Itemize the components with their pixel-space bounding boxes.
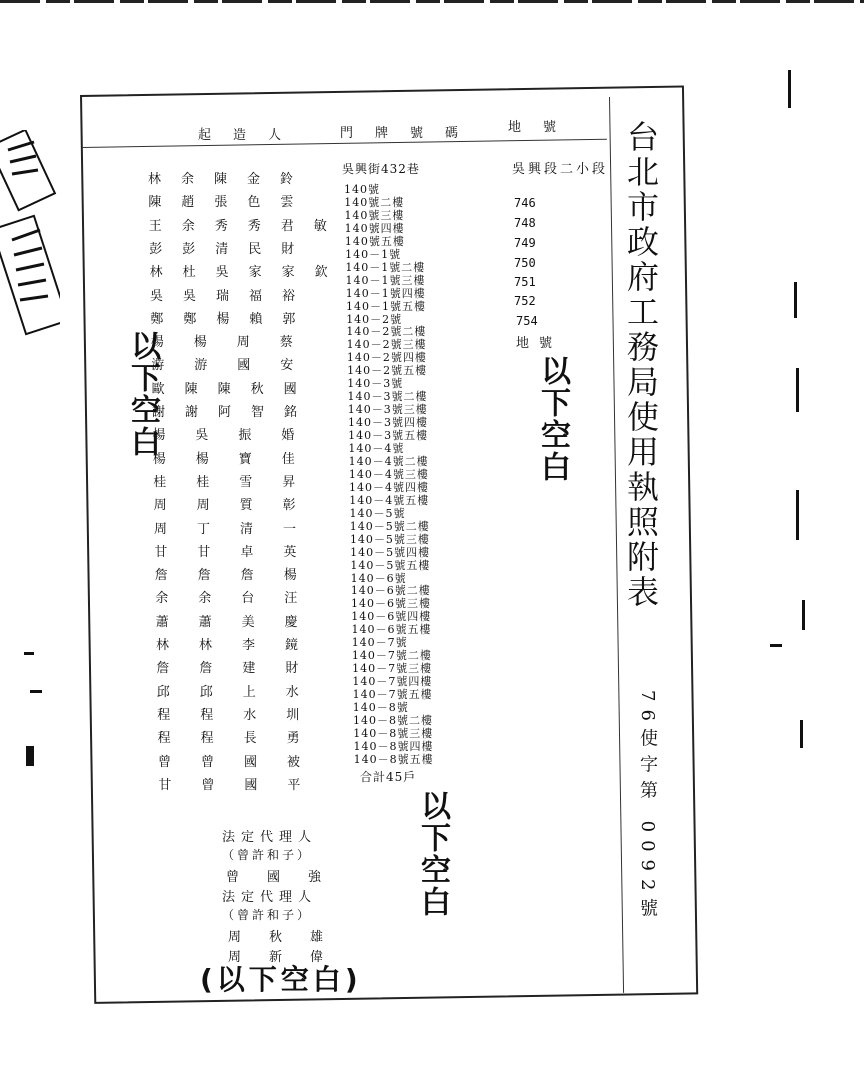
address-row: 140－6號五樓 [351,623,432,637]
address-row: 140－5號 [349,506,406,520]
address-row: 140－5號二樓 [349,519,430,533]
address-row: 140－7號 [351,636,408,650]
address-row: 140－8號三樓 [353,726,434,740]
scan-mark [794,282,797,318]
address-row: 140－6號二樓 [350,584,431,598]
builder-row: 林杜吳家家欽 [149,265,348,281]
address-row: 140－6號 [350,571,407,585]
builder-row: 桂桂雪昇 [153,474,326,490]
lot-footer: 地號 [516,336,563,351]
builder-zhou-qiuxiong: 周秋雄 [228,930,352,945]
address-row: 140－4號 [348,442,405,455]
address-row: 140號五樓 [344,234,405,248]
address-row: 140－4號二樓 [348,454,429,468]
address-row: 140－8號 [352,701,409,714]
blank-note-bottom: (以下空白) [200,963,362,996]
scan-mark [26,746,34,766]
address-row: 140－6號三樓 [351,597,432,611]
address-row: 140－2號五樓 [347,364,428,378]
builder-row: 周周質彰 [153,498,326,514]
builder-zhou-xinwei: 周新偉 [228,950,352,965]
legal-rep-1-name: （曾許和子） [222,848,313,862]
builder-row: 王余秀秀君敏 [148,218,347,234]
address-row: 140－4號四樓 [349,480,430,494]
address-row: 140－3號 [347,377,404,391]
builder-row: 謝謝阿智銘 [152,405,318,420]
address-row: 140－5號五樓 [350,558,431,572]
builder-row: 詹詹建財 [156,661,329,677]
scan-mark [30,690,42,693]
address-row: 140號 [344,183,380,196]
builder-row: 詹詹詹楊 [154,568,327,584]
permit-number: 76使字第 0092號 [637,690,658,925]
header-builders: 起造人 [198,128,304,143]
builder-row: 鄭鄭楊賴郭 [150,311,316,327]
builder-zeng-guoqiang: 曾國強 [226,870,350,885]
address-row: 140號三樓 [344,208,405,222]
header-address: 門牌號碼 [340,126,481,141]
blank-note-address: 以下空白 [415,790,450,918]
lot-746: 746 [514,196,536,210]
address-row: 140－1號四樓 [345,286,426,300]
builder-row: 楊楊周蔡 [150,335,323,351]
address-row: 140－8號四樓 [353,739,434,753]
builder-row: 程程水圳 [157,707,330,723]
builder-row: 楊吳振婚 [152,428,325,444]
header-lot: 地號 [508,120,579,135]
lot-748: 748 [514,216,536,230]
legal-rep-1: 法定代理人 [222,830,318,845]
address-row: 140－7號三樓 [352,662,433,676]
address-row: 140－3號四樓 [347,416,428,430]
address-row: 140－6號四樓 [351,610,432,624]
top-edge-scan-line [0,0,864,3]
address-row: 140－7號五樓 [352,688,433,702]
builder-row: 林林李鏡 [156,638,329,653]
blank-note-bottom-text: 以下空白 [216,963,345,996]
address-row: 140－1號三樓 [345,273,426,287]
address-row: 140－2號 [346,312,403,326]
lot-749: 749 [514,236,536,250]
builder-row: 甘甘卓英 [154,544,327,560]
builder-row: 程程長勇 [157,731,330,747]
lot-751: 751 [514,275,536,289]
address-row: 140－7號四樓 [352,675,433,689]
scan-mark [802,600,805,630]
builder-row: 歐陳陳秋國 [151,381,317,397]
address-row: 140－2號二樓 [346,325,427,339]
builder-row: 蕭蕭美慶 [155,614,328,630]
lot-section: 吳興段二小段 [512,162,609,177]
address-row: 140－2號四樓 [346,351,427,365]
address-row: 140－4號三樓 [348,467,429,481]
address-row: 140－3號五樓 [348,429,429,443]
document-title: 台北市政府工務局使用執照附表 [622,120,660,610]
address-row: 140－2號三樓 [346,338,427,352]
builder-row: 彭彭清民財 [149,241,315,257]
builder-row: 林余陳金鈴 [148,172,314,187]
builder-row: 邱邱上水 [156,684,329,700]
address-row: 140號四樓 [344,221,405,235]
scan-mark [800,720,803,748]
lot-750: 750 [514,256,536,270]
address-row: 140－1號 [345,247,402,261]
scan-mark [796,490,799,540]
address-row: 140號二樓 [344,195,405,209]
builder-row: 余余台汪 [155,591,328,607]
lot-752: 752 [514,294,536,308]
blank-note-left: 以下空白 [125,330,160,458]
scan-mark [24,652,34,655]
address-row: 140－7號二樓 [351,649,432,663]
address-row: 140－1號五樓 [345,299,426,313]
builder-row: 甘曾國平 [158,777,331,793]
legal-rep-2: 法定代理人 [222,890,318,905]
address-row: 140－3號二樓 [347,390,428,404]
lot-754: 754 [516,314,538,328]
builder-row: 曾曾國被 [158,754,331,770]
address-row: 140－5號四樓 [350,545,431,559]
legal-rep-2-name: （曾許和子） [222,908,313,922]
address-row: 140－8號五樓 [353,752,434,766]
builder-row: 周丁清一 [154,521,327,537]
scan-mark [770,644,782,647]
builder-row: 游游國安 [151,358,324,374]
scan-mark [796,368,799,412]
builder-row: 楊楊寶佳 [152,451,325,467]
address-row: 140－1號二樓 [345,260,426,274]
address-row: 140－3號三樓 [347,403,428,417]
seal-stamp-icon [0,130,60,350]
street-header: 吳興街432巷 [342,162,420,176]
address-row: 140－5號三樓 [349,532,430,546]
address-row: 140－4號五樓 [349,493,430,507]
builder-row: 吳吳瑞福裕 [150,288,316,304]
blank-note-lot: 以下空白 [535,355,570,483]
address-row: 140－8號二樓 [353,713,434,727]
total-households: 合計45戶 [360,770,417,784]
builder-row: 陳趙張色雲 [148,195,314,211]
scan-mark [788,70,791,108]
